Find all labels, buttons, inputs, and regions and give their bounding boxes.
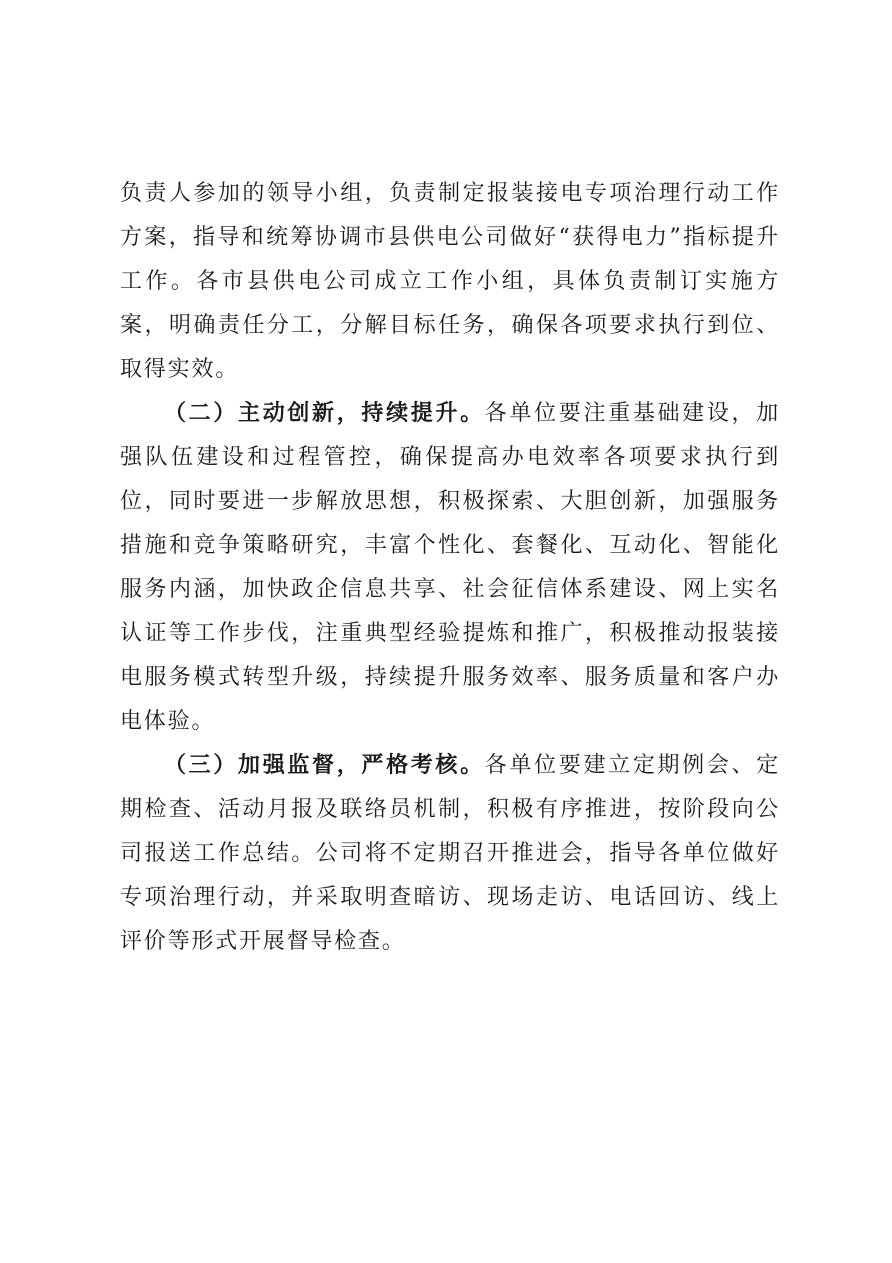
section-heading-2: （二）主动创新，持续提升。 [164,401,485,426]
document-body [120,172,780,964]
paragraph-2-text: 各单位要注重基础建设，加强队伍建设和过程管控，确保提高办电效率各项要求执行到位，同时要进一步解放思想，积极探索、大胆创新，加强服务措施和竞争策略研究，丰富个性化、套餐化、互动化、智能化服务内涵，加快政企信息共享、社会征信体系建设、网上实名认证等工作步伐，注重典型经验提炼和推广，积极推动报装接电服务模式转型升级，持续提升服务效率、服务质量和客户办电体验。 [120,401,780,734]
paragraph-3-text: 各单位要建立定期例会、定期检查、活动月报及联络员机制，积极有序推进，按阶段向公司报送工作总结。公司将不定期召开推进会，指导各单位做好专项治理行动，并采取明查暗访、现场走访、电话回访、线上评价等形式开展督导检查。 [120,753,780,954]
paragraph-1-text: 负责人参加的领导小组，负责制定报装接电专项治理行动工作方案，指导和统筹协调市县供电公司做好“获得电力”指标提升工作。各市县供电公司成立工作小组，具体负责制订实施方案，明确责任分工，分解目标任务，确保各项要求执行到位、取得实效。 [120,181,780,382]
section-heading-3: （三）加强监督，严格考核。 [164,753,485,778]
paragraph-2 [120,392,780,744]
paragraph-3 [120,744,780,964]
paragraph-1 [120,172,780,392]
